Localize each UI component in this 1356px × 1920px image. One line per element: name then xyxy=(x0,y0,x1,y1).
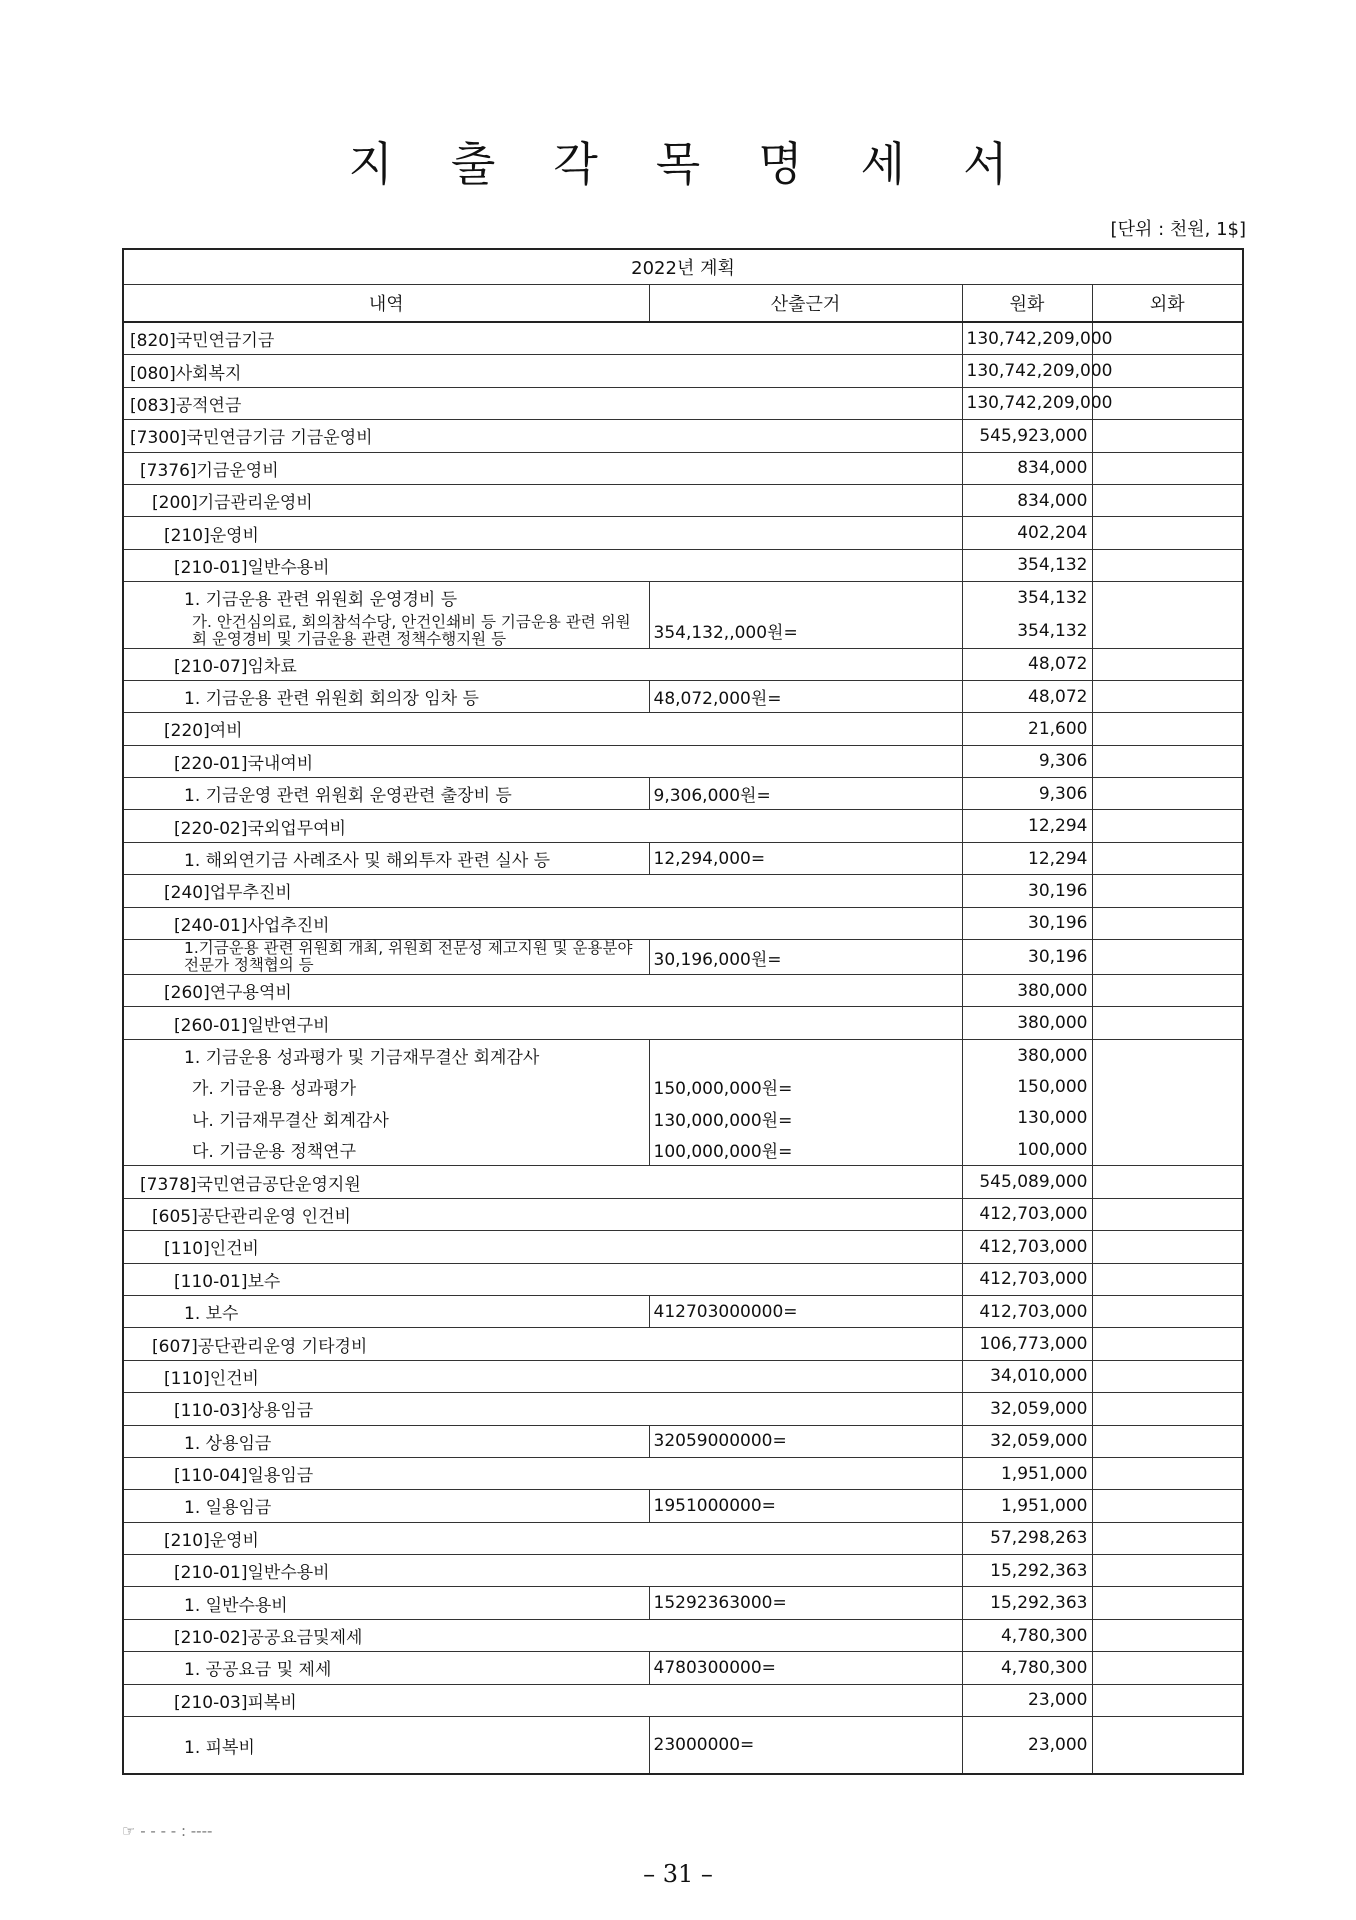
row-amount-fx xyxy=(1092,1360,1243,1392)
table-row xyxy=(123,1619,1243,1651)
table-row xyxy=(123,1166,1243,1198)
row-amount-krw: 834,000 xyxy=(962,484,1092,516)
row-amount-krw: 9,306 xyxy=(962,745,1092,777)
table-row xyxy=(123,1039,1243,1071)
row-amount-krw: 545,089,000 xyxy=(962,1166,1092,1198)
row-description: [220-02]국외업무여비 xyxy=(123,810,962,842)
title-char: 세 xyxy=(860,137,906,191)
row-basis: 1951000000= xyxy=(649,1490,962,1522)
table-row xyxy=(123,387,1243,419)
title-char: 각 xyxy=(553,137,598,191)
table-row xyxy=(123,1263,1243,1295)
row-amount-krw: 100,000 xyxy=(962,1134,1092,1166)
row-basis: 23000000= xyxy=(649,1717,962,1775)
table-row xyxy=(123,975,1243,1007)
row-amount-fx xyxy=(1092,1490,1243,1522)
title-char: 출 xyxy=(450,137,496,191)
row-amount-krw: 106,773,000 xyxy=(962,1328,1092,1360)
row-description: 1. 기금운용 관련 위원회 운영경비 등 xyxy=(123,582,649,614)
row-amount-krw: 23,000 xyxy=(962,1717,1092,1775)
row-amount-fx xyxy=(1092,1555,1243,1587)
row-amount-fx xyxy=(1092,614,1243,649)
row-description: [220]여비 xyxy=(123,713,962,745)
row-description: [605]공단관리운영 인건비 xyxy=(123,1198,962,1230)
table-row xyxy=(123,1555,1243,1587)
table-row xyxy=(123,875,1243,907)
col-header-desc: 내역 xyxy=(123,285,649,323)
row-basis: 15292363000= xyxy=(649,1587,962,1619)
table-row xyxy=(123,1007,1243,1039)
row-amount-krw: 12,294 xyxy=(962,810,1092,842)
row-amount-fx xyxy=(1092,322,1243,355)
row-description: 1. 일용임금 xyxy=(123,1490,649,1522)
expenditure-table xyxy=(122,248,1244,1775)
row-amount-krw: 15,292,363 xyxy=(962,1555,1092,1587)
table-row xyxy=(123,582,1243,614)
row-amount-fx xyxy=(1092,1522,1243,1554)
title-char: 서 xyxy=(963,137,1008,191)
table-row xyxy=(123,1425,1243,1457)
row-description: [110-01]보수 xyxy=(123,1263,962,1295)
row-description: [110]인건비 xyxy=(123,1231,962,1263)
row-amount-krw: 57,298,263 xyxy=(962,1522,1092,1554)
row-description: [260]연구용역비 xyxy=(123,975,962,1007)
col-header-basis: 산출근거 xyxy=(649,285,962,323)
row-description: 1. 피복비 xyxy=(123,1717,649,1775)
row-amount-fx xyxy=(1092,387,1243,419)
row-description: [110]인건비 xyxy=(123,1360,962,1392)
row-description: [7376]기금운영비 xyxy=(123,452,962,484)
row-description: 1. 기금운용 성과평가 및 기금재무결산 회계감사 xyxy=(123,1039,649,1071)
row-amount-fx xyxy=(1092,1231,1243,1263)
row-description: [240-01]사업추진비 xyxy=(123,907,962,939)
table-row xyxy=(123,549,1243,581)
table-row xyxy=(123,517,1243,549)
row-amount-krw: 412,703,000 xyxy=(962,1263,1092,1295)
row-amount-fx xyxy=(1092,975,1243,1007)
table-row xyxy=(123,1360,1243,1392)
table-row xyxy=(123,1684,1243,1716)
row-amount-fx xyxy=(1092,1717,1243,1775)
table-row xyxy=(123,648,1243,680)
row-description: [083]공적연금 xyxy=(123,387,962,419)
row-amount-krw: 9,306 xyxy=(962,778,1092,810)
table-row xyxy=(123,1717,1243,1775)
table-row xyxy=(123,1295,1243,1327)
row-description: 1. 보수 xyxy=(123,1295,649,1327)
table-row xyxy=(123,1587,1243,1619)
row-description: [110-04]일용임금 xyxy=(123,1457,962,1489)
row-description: [7300]국민연금기금 기금운영비 xyxy=(123,420,962,452)
row-amount-fx xyxy=(1092,452,1243,484)
row-amount-krw: 30,196 xyxy=(962,875,1092,907)
row-description: [820]국민연금기금 xyxy=(123,322,962,355)
unit-label: [단위 : 천원, 1$] xyxy=(1110,219,1246,240)
row-amount-fx xyxy=(1092,1039,1243,1071)
row-amount-fx xyxy=(1092,1684,1243,1716)
row-amount-krw: 30,196 xyxy=(962,907,1092,939)
row-description: [080]사회복지 xyxy=(123,355,962,387)
row-amount-fx xyxy=(1092,778,1243,810)
row-amount-krw: 412,703,000 xyxy=(962,1231,1092,1263)
row-amount-krw: 354,132 xyxy=(962,549,1092,581)
row-basis: 48,072,000원= xyxy=(649,680,962,712)
table-row xyxy=(123,1231,1243,1263)
table-row xyxy=(123,420,1243,452)
row-amount-krw: 412,703,000 xyxy=(962,1198,1092,1230)
table-row xyxy=(123,713,1243,745)
table-row xyxy=(123,1393,1243,1425)
row-amount-krw: 48,072 xyxy=(962,648,1092,680)
row-amount-fx xyxy=(1092,842,1243,874)
row-description: 1. 공공요금 및 제세 xyxy=(123,1652,649,1684)
row-amount-krw: 12,294 xyxy=(962,842,1092,874)
row-amount-krw: 130,742,209,000 xyxy=(962,322,1092,355)
row-amount-krw: 23,000 xyxy=(962,1684,1092,1716)
table-row xyxy=(123,355,1243,387)
row-amount-fx xyxy=(1092,810,1243,842)
row-amount-fx xyxy=(1092,1295,1243,1327)
table-row xyxy=(123,1652,1243,1684)
row-basis: 9,306,000원= xyxy=(649,778,962,810)
row-description: [220-01]국내여비 xyxy=(123,745,962,777)
row-basis xyxy=(649,1039,962,1071)
row-amount-fx xyxy=(1092,1134,1243,1166)
row-amount-fx xyxy=(1092,940,1243,975)
row-amount-krw: 130,742,209,000 xyxy=(962,355,1092,387)
row-amount-fx xyxy=(1092,875,1243,907)
row-amount-krw: 1,951,000 xyxy=(962,1457,1092,1489)
table-body xyxy=(123,322,1243,1774)
row-amount-fx xyxy=(1092,1652,1243,1684)
row-basis xyxy=(649,582,962,614)
title-char: 명 xyxy=(758,137,803,191)
row-amount-krw: 380,000 xyxy=(962,1007,1092,1039)
row-amount-krw: 402,204 xyxy=(962,517,1092,549)
table-row xyxy=(123,907,1243,939)
row-amount-fx xyxy=(1092,907,1243,939)
row-amount-fx xyxy=(1092,1425,1243,1457)
row-description: 1. 해외연기금 사례조사 및 해외투자 관련 실사 등 xyxy=(123,842,649,874)
row-description: [110-03]상용임금 xyxy=(123,1393,962,1425)
row-basis: 412703000000= xyxy=(649,1295,962,1327)
row-description: 다. 기금운용 정책연구 xyxy=(123,1134,649,1166)
row-basis: 100,000,000원= xyxy=(649,1134,962,1166)
row-basis: 150,000,000원= xyxy=(649,1071,962,1102)
title-char: 지 xyxy=(348,137,393,191)
row-amount-fx xyxy=(1092,420,1243,452)
table-row xyxy=(123,810,1243,842)
table-row xyxy=(123,1457,1243,1489)
row-amount-krw: 4,780,300 xyxy=(962,1652,1092,1684)
row-amount-fx xyxy=(1092,1393,1243,1425)
table-row xyxy=(123,1522,1243,1554)
row-amount-fx xyxy=(1092,1007,1243,1039)
row-amount-fx xyxy=(1092,713,1243,745)
document-title xyxy=(0,128,1356,194)
row-description: [210-03]피복비 xyxy=(123,1684,962,1716)
footnote: ☞ - - - - : ---- xyxy=(122,1822,213,1840)
page-number: – 31 – xyxy=(643,1860,713,1888)
row-basis: 12,294,000= xyxy=(649,842,962,874)
table-row xyxy=(123,1103,1243,1134)
row-description: 1. 일반수용비 xyxy=(123,1587,649,1619)
row-description: [210-01]일반수용비 xyxy=(123,1555,962,1587)
row-amount-krw: 380,000 xyxy=(962,1039,1092,1071)
row-amount-fx xyxy=(1092,1263,1243,1295)
row-basis: 354,132,,000원= xyxy=(649,614,962,649)
table-row xyxy=(123,614,1243,649)
row-amount-fx xyxy=(1092,1198,1243,1230)
table-row xyxy=(123,452,1243,484)
row-amount-krw: 545,923,000 xyxy=(962,420,1092,452)
row-description: [210]운영비 xyxy=(123,1522,962,1554)
row-amount-fx xyxy=(1092,745,1243,777)
row-description: [607]공단관리운영 기타경비 xyxy=(123,1328,962,1360)
table-row xyxy=(123,940,1243,975)
row-description: [210]운영비 xyxy=(123,517,962,549)
row-description: [240]업무추진비 xyxy=(123,875,962,907)
row-amount-fx xyxy=(1092,1328,1243,1360)
row-description: 나. 기금재무결산 회계감사 xyxy=(123,1103,649,1134)
row-amount-fx xyxy=(1092,484,1243,516)
row-description: 1. 상용임금 xyxy=(123,1425,649,1457)
row-amount-krw: 48,072 xyxy=(962,680,1092,712)
row-basis: 32059000000= xyxy=(649,1425,962,1457)
row-amount-krw: 21,600 xyxy=(962,713,1092,745)
table-row xyxy=(123,842,1243,874)
row-description: [210-01]일반수용비 xyxy=(123,549,962,581)
row-amount-krw: 1,951,000 xyxy=(962,1490,1092,1522)
row-amount-krw: 32,059,000 xyxy=(962,1425,1092,1457)
row-description: [7378]국민연금공단운영지원 xyxy=(123,1166,962,1198)
row-amount-krw: 15,292,363 xyxy=(962,1587,1092,1619)
row-amount-krw: 834,000 xyxy=(962,452,1092,484)
table-row xyxy=(123,1134,1243,1166)
row-basis: 30,196,000원= xyxy=(649,940,962,975)
row-amount-krw: 4,780,300 xyxy=(962,1619,1092,1651)
row-amount-fx xyxy=(1092,517,1243,549)
row-amount-fx xyxy=(1092,680,1243,712)
row-amount-krw: 32,059,000 xyxy=(962,1393,1092,1425)
row-description: 1. 기금운영 관련 위원회 운영관련 출장비 등 xyxy=(123,778,649,810)
col-header-fx: 외화 xyxy=(1092,285,1243,323)
row-amount-krw: 130,000 xyxy=(962,1103,1092,1134)
row-description: 가. 안건심의료, 회의참석수당, 안건인쇄비 등 기금운용 관련 위원회 운영경비 및 기금운용 관련 정책수행지원 등 xyxy=(123,614,649,649)
table-row xyxy=(123,1071,1243,1102)
table-row xyxy=(123,745,1243,777)
table-row xyxy=(123,1490,1243,1522)
table-row xyxy=(123,778,1243,810)
table-row xyxy=(123,1328,1243,1360)
row-amount-krw: 354,132 xyxy=(962,582,1092,614)
table-row xyxy=(123,680,1243,712)
row-description: 1.기금운용 관련 위원회 개최, 위원회 전문성 제고지원 및 운용분야 전문가 정책협의 등 xyxy=(123,940,649,975)
row-description: 가. 기금운용 성과평가 xyxy=(123,1071,649,1102)
col-header-krw: 원화 xyxy=(962,285,1092,323)
row-amount-krw: 30,196 xyxy=(962,940,1092,975)
row-amount-krw: 412,703,000 xyxy=(962,1295,1092,1327)
row-amount-krw: 354,132 xyxy=(962,614,1092,649)
row-amount-fx xyxy=(1092,1166,1243,1198)
row-description: 1. 기금운용 관련 위원회 회의장 임차 등 xyxy=(123,680,649,712)
row-description: [200]기금관리운영비 xyxy=(123,484,962,516)
table-row xyxy=(123,1198,1243,1230)
table-row xyxy=(123,322,1243,355)
row-description: [260-01]일반연구비 xyxy=(123,1007,962,1039)
row-amount-fx xyxy=(1092,355,1243,387)
row-basis: 130,000,000원= xyxy=(649,1103,962,1134)
row-amount-fx xyxy=(1092,1071,1243,1102)
row-amount-fx xyxy=(1092,1457,1243,1489)
row-amount-krw: 150,000 xyxy=(962,1071,1092,1102)
row-amount-fx xyxy=(1092,648,1243,680)
row-amount-krw: 34,010,000 xyxy=(962,1360,1092,1392)
row-description: [210-02]공공요금및제세 xyxy=(123,1619,962,1651)
row-amount-fx xyxy=(1092,1103,1243,1134)
row-amount-fx xyxy=(1092,1619,1243,1651)
row-amount-fx xyxy=(1092,549,1243,581)
row-amount-fx xyxy=(1092,1587,1243,1619)
row-amount-krw: 380,000 xyxy=(962,975,1092,1007)
title-char: 목 xyxy=(655,137,701,191)
row-amount-krw: 130,742,209,000 xyxy=(962,387,1092,419)
row-amount-fx xyxy=(1092,582,1243,614)
table-row xyxy=(123,484,1243,516)
row-basis: 4780300000= xyxy=(649,1652,962,1684)
row-description: [210-07]임차료 xyxy=(123,648,962,680)
plan-header: 2022년 계획 xyxy=(123,249,1243,285)
